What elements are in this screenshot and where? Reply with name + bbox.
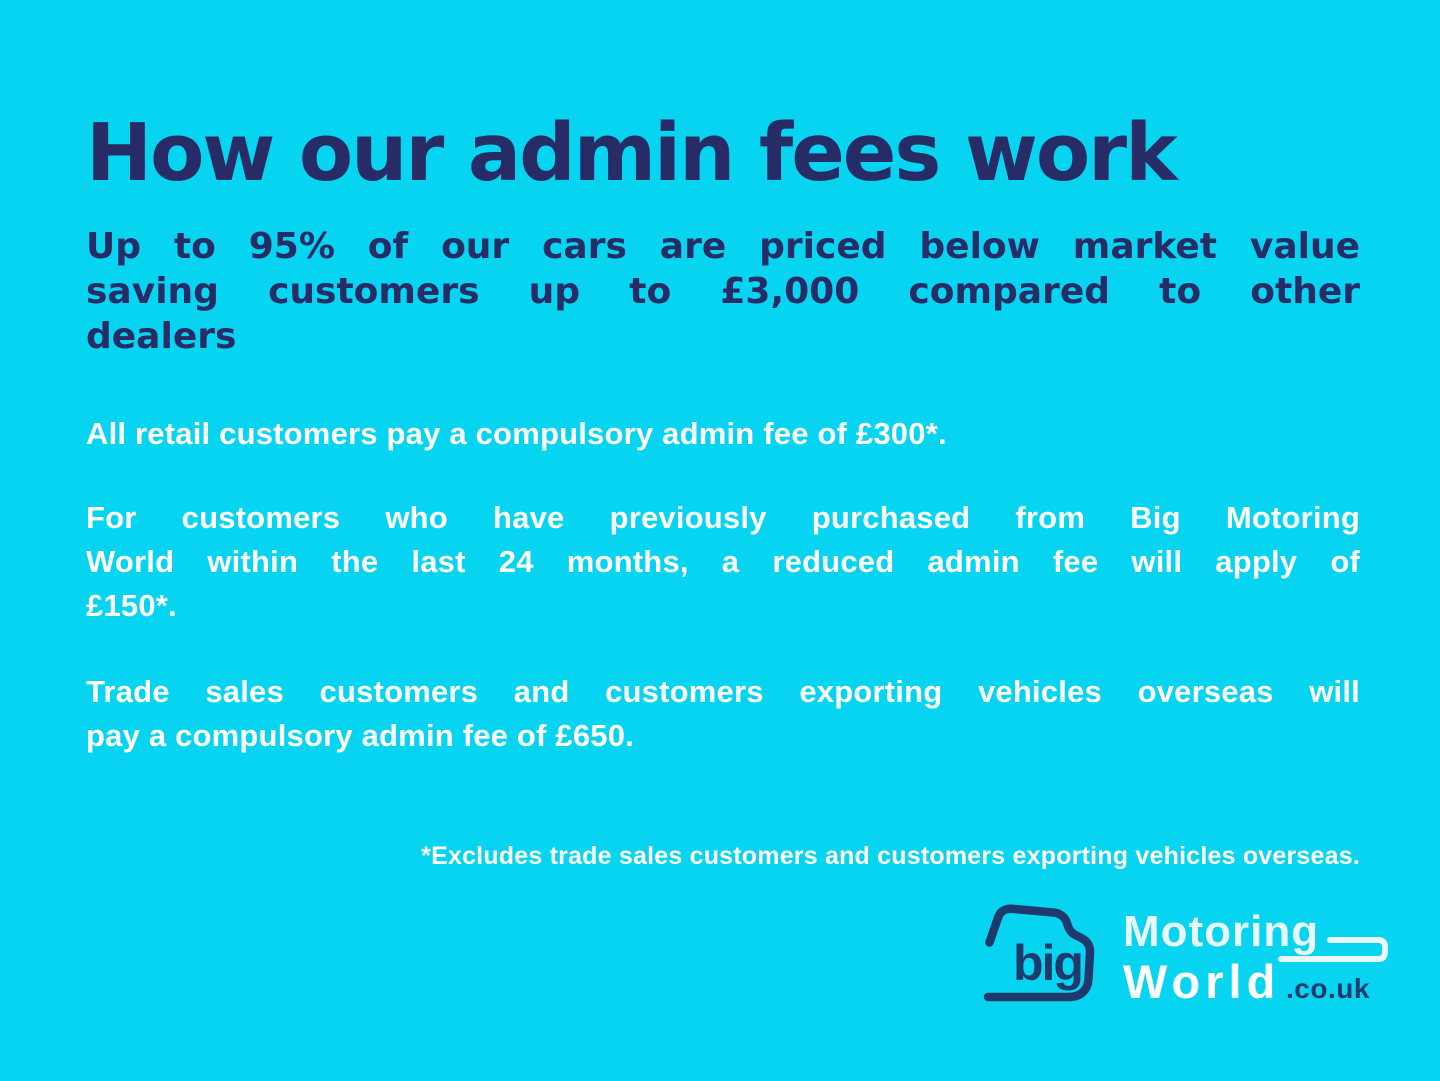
paragraph-line: pay a compulsory admin fee of £650. (86, 718, 634, 753)
logo-graphic (983, 896, 1395, 1014)
footnote-exclusions: *Excludes trade sales customers and customers exporting vehicles overseas. (421, 842, 1360, 870)
paragraph-retail-fee (86, 412, 1360, 456)
paragraph-line: £150*. (86, 588, 177, 623)
page-title: How our admin fees work (86, 107, 1176, 199)
big-motoring-world-logo (983, 896, 1395, 1014)
paragraph-line: For customers who have previously purchased from Big Motoring (86, 500, 1360, 535)
paragraph-line: All retail customers pay a compulsory admin fee of £300*. (86, 416, 947, 451)
logo-big-text: big (1013, 935, 1082, 991)
paragraph-line: Trade sales customers and customers exporting vehicles overseas will (86, 674, 1360, 709)
subtitle-line: dealers (86, 316, 237, 357)
paragraph-line: World within the last 24 months, a reduced admin fee will apply of (86, 544, 1360, 579)
logo-world-text: World (1123, 955, 1281, 1008)
logo-motoring-text: Motoring (1123, 907, 1320, 956)
paragraph-repeat-customer-fee (86, 496, 1360, 628)
paragraph-trade-export-fee (86, 670, 1360, 758)
subtitle-line: saving customers up to £3,000 compared to other (86, 271, 1360, 312)
logo-tld-text: .co.uk (1286, 973, 1370, 1004)
subtitle-line: Up to 95% of our cars are priced below market value (86, 226, 1360, 267)
subtitle (86, 224, 1360, 359)
